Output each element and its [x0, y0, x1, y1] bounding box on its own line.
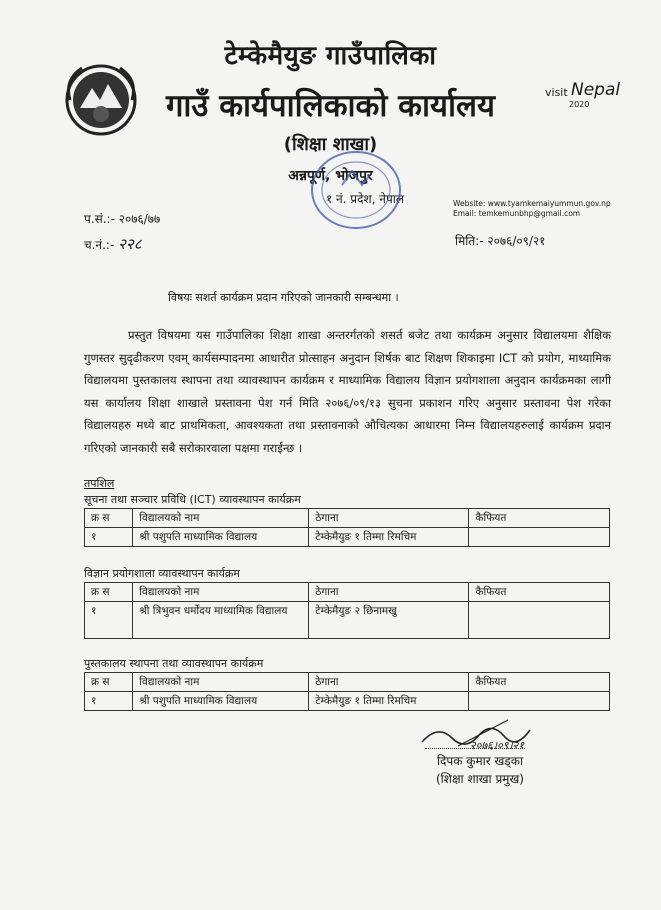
cell-school: श्री पशुपति माध्यामिक विद्यालय	[133, 692, 309, 711]
cell-remarks	[469, 692, 610, 711]
col-remarks: कैफियत	[469, 583, 610, 602]
col-remarks: कैफियत	[469, 673, 610, 692]
website-text: Website: www.tyamkemaiyummun.gov.np	[453, 199, 611, 208]
letter-subject: विषयः सशर्त कार्यक्रम प्रदान गरिएको जानकारी सम्बन्धमा ।	[168, 291, 399, 304]
table-library	[84, 672, 610, 711]
col-address: ठेगाना	[309, 509, 469, 528]
section-name: (शिक्षा शाखा)	[283, 134, 378, 155]
table-library-title: पुस्तकालय स्थापना तथा व्यावस्थापन कार्यक्रम	[84, 657, 264, 670]
cell-address: टेम्केमैयुङ २ छिनामखु	[309, 602, 469, 639]
province: १ नं. प्रदेश, नेपाल	[325, 192, 405, 206]
col-school: विद्यालयको नाम	[133, 673, 309, 692]
table-header-row	[85, 509, 610, 528]
col-school: विद्यालयको नाम	[133, 509, 309, 528]
visit-nepal-logo	[545, 78, 635, 114]
letter-body: प्रस्तुत विषयमा यस गाउँपालिका शिक्षा शाखा अन्तरर्गतको शसर्त बजेट तथा कार्यक्रम अनुसार विद्यालयमा शैक्षिक गुणस्तर सुदृढीकरण एवम् कार्यसम्पादनमा आधारीत प्रोत्साहन अनुदान शिर्षक बाट शिक्षण शिकाइमा ICT को प्रयोग, माध्यामिक विद्यालयमा पुस्तकालय स्थापना तथा व्यावस्थापन कार्यक्रम र माध्यामिक विद्यालय विज्ञान प्रयोगशाला अनुदान कार्यक्रमका लागी यस कार्यालय शिक्षा शाखाले प्रस्तावना पेश गर्न मिति २०७६/०९/१३ सुचना प्रकाशन गरिए अनुसार प्रस्तावना पेश गरेका विद्यालयहरु मध्ये बाट प्राथमिकता, आवश्यकता तथा प्रस्तावनाको औचित्यका आधारमा निम्न विद्यालयहरुलाई कार्यक्रम प्रदान गरिएको जानकारी सबै सरोकारवाला पक्षमा गराईन्छ ।	[84, 328, 611, 455]
cell-sn: १	[85, 692, 133, 711]
table-ict-title: सूचना तथा सञ्चार प्रविधि (ICT) व्यावस्थापन कार्यक्रम	[84, 493, 301, 506]
patra-sankhya: प.सं.:- २०७६/७७	[84, 212, 161, 226]
contact-info	[453, 199, 611, 219]
visit-word: visit	[545, 86, 568, 99]
signature-date: २०७६।०९।२१	[470, 739, 525, 752]
col-remarks: कैफियत	[469, 509, 610, 528]
cell-address: टेम्केमैयुङ १ तिम्मा रिमचिम	[309, 692, 469, 711]
cell-address: टेम्केमैयुङ १ तिम्मा रिमचिम	[309, 528, 469, 547]
table-header-row	[85, 583, 610, 602]
col-address: ठेगाना	[309, 673, 469, 692]
table-row	[85, 692, 610, 711]
chalani-label: च.नं.:-	[84, 238, 115, 252]
table-ict	[84, 508, 610, 547]
cell-school: श्री पशुपति माध्यामिक विद्यालय	[133, 528, 309, 547]
email-text: Email: temkemunbhp@gmail.com	[453, 209, 581, 218]
location: अन्नपूर्ण, भोजपुर	[288, 168, 373, 184]
table-header-row	[85, 673, 610, 692]
col-sn: क्र स	[85, 583, 133, 602]
col-sn: क्र स	[85, 509, 133, 528]
signatory-role: (शिक्षा शाखा प्रमुख)	[436, 772, 524, 786]
letter-date: मिति:- २०७६/०९/२१	[455, 234, 546, 248]
col-address: ठेगाना	[309, 583, 469, 602]
cell-school: श्री त्रिभुवन धर्मोदय माध्यामिक विद्यालय	[133, 602, 309, 639]
table-science-title: विज्ञान प्रयोगशाला व्यावस्थापन कार्यक्रम	[84, 567, 240, 580]
col-school: विद्यालयको नाम	[133, 583, 309, 602]
office-stamp-icon	[296, 145, 406, 235]
visit-year: 2020	[569, 100, 590, 109]
office-name: गाउँ कार्यपालिकाको कार्यालय	[165, 88, 496, 124]
cell-sn: १	[85, 528, 133, 547]
cell-remarks	[469, 528, 610, 547]
table-science	[84, 582, 610, 639]
nepal-word: Nepal	[571, 80, 621, 100]
chalani-number	[84, 234, 142, 254]
municipality-name: टेम्केमैयुङ गाउँपालिका	[224, 41, 437, 71]
tapsil-label: तपशिल	[84, 477, 115, 490]
signatory-name: दिपक कुमार खड्का	[436, 754, 524, 768]
table-row	[85, 528, 610, 547]
col-sn: क्र स	[85, 673, 133, 692]
cell-remarks	[469, 602, 610, 639]
chalani-value: २२८	[118, 235, 142, 253]
table-row	[85, 602, 610, 639]
cell-sn: १	[85, 602, 133, 639]
